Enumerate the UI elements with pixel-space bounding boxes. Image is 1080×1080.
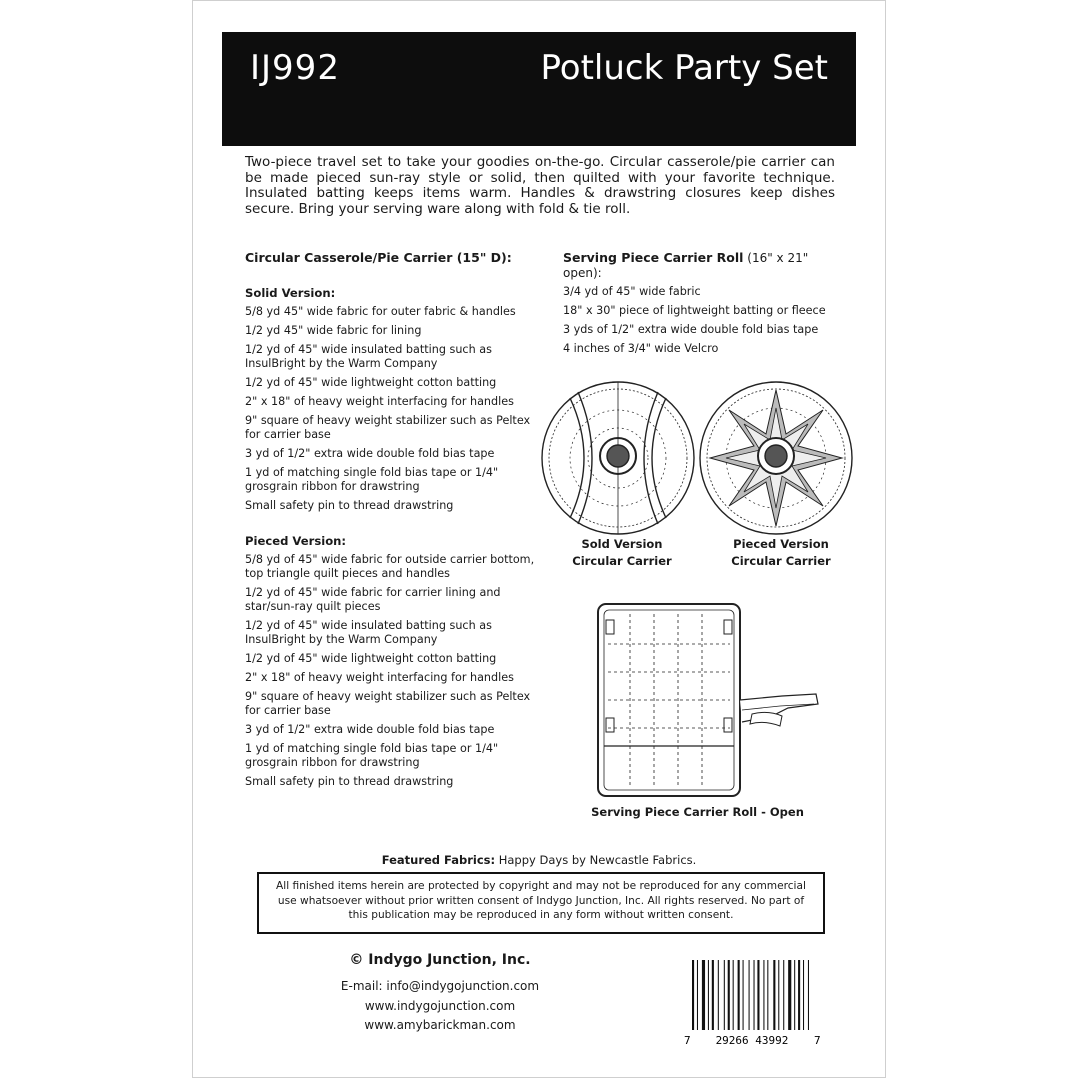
roll-title-size: (16" x 21" open): (563, 251, 809, 280)
pieced-caption-line2: Circular Carrier (731, 554, 831, 568)
barcode-bar (803, 960, 804, 1030)
featured-label: Featured Fabrics: (381, 853, 496, 867)
pattern-title: Potluck Party Set (540, 48, 828, 88)
roll-title-bold: Serving Piece Carrier Roll (563, 250, 744, 265)
roll-title (563, 250, 843, 281)
pieced-version-heading: Pieced Version: (245, 534, 347, 548)
barcode-digit-right: 7 (814, 1034, 821, 1047)
supply-list-item: 5/8 yd 45" wide fabric for outer fabric & handles (245, 305, 516, 318)
supplies-left-column (245, 250, 535, 794)
supply-list-item: 3 yd of 1/2" extra wide double fold bias tape (245, 447, 495, 460)
solid-carrier-caption (547, 536, 697, 570)
supply-list-item: 1/2 yd of 45" wide fabric for carrier lining and star/sun-ray quilt pieces (245, 586, 501, 613)
contact-info (320, 977, 560, 1036)
barcode-bar (692, 960, 694, 1030)
supply-list-item: 1/2 yd of 45" wide insulated batting such as InsulBright by the Warm Company (245, 343, 492, 370)
barcode-bar (749, 960, 750, 1030)
barcode-bar (712, 960, 714, 1030)
barcode-bar (798, 960, 800, 1030)
solid-caption-line1: Sold Version (581, 537, 663, 551)
barcode-bar (808, 960, 809, 1030)
barcode-bar (724, 960, 725, 1030)
barcode-bar (763, 960, 764, 1030)
barcode-bar (743, 960, 744, 1030)
carrier-roll-illustration (592, 600, 832, 800)
barcode-bar (757, 960, 759, 1030)
barcode-bar (778, 960, 779, 1030)
solid-caption-line2: Circular Carrier (572, 554, 672, 568)
pieced-carrier-illustration (700, 382, 852, 534)
contact-email: E-mail: info@indygojunction.com (340, 979, 540, 993)
company-name: © Indygo Junction, Inc. (349, 952, 531, 968)
supply-list-item: 18" x 30" piece of lightweight batting or fleece (563, 304, 826, 317)
pattern-code: IJ992 (250, 48, 340, 88)
roll-supply-list (563, 285, 843, 356)
barcode-bar (702, 960, 705, 1030)
supply-list-item: 9" square of heavy weight stabilizer such as Peltex for carrier base (245, 414, 531, 441)
solid-supply-list (245, 305, 535, 513)
pieced-supply-list (245, 553, 535, 789)
upc-barcode (682, 958, 822, 1048)
casserole-carrier-title: Circular Casserole/Pie Carrier (15" D): (245, 250, 512, 265)
supply-list-item: 1/2 yd of 45" wide lightweight cotton batting (245, 652, 497, 665)
featured-value: Happy Days by Newcastle Fabrics. (495, 853, 697, 867)
supply-list-item: 3 yd of 1/2" extra wide double fold bias tape (245, 723, 495, 736)
circular-carrier-illustrations (540, 378, 860, 538)
barcode-bar (794, 960, 795, 1030)
barcode-bar (788, 960, 791, 1030)
barcode-bars (692, 960, 809, 1030)
supplies-right-column (563, 250, 843, 361)
contact-website-2: www.amybarickman.com (364, 1018, 516, 1032)
supply-list-item: 3/4 yd of 45" wide fabric (563, 285, 701, 298)
supply-list-item: 9" square of heavy weight stabilizer such as Peltex for carrier base (245, 690, 531, 717)
pieced-caption-line1: Pieced Version (733, 537, 829, 551)
barcode-digit-left: 7 (684, 1034, 691, 1047)
supply-list-item: 2" x 18" of heavy weight interfacing for handles (245, 671, 514, 684)
supply-list-item: 2" x 18" of heavy weight interfacing for handles (245, 395, 514, 408)
contact-website-1: www.indygojunction.com (364, 998, 516, 1013)
copyright-notice: All finished items herein are protected by copyright and may not be reproduced for any commercial use whatsoever without prior written consent of Indygo Junction, Inc. All rights reserved. No part of this publication may be reproduced in any form without written consent. (257, 872, 825, 934)
barcode-bar (783, 960, 784, 1030)
supply-list-item: 3 yds of 1/2" extra wide double fold bias tape (563, 323, 819, 336)
intro-description: Two-piece travel set to take your goodies on-the-go. Circular casserole/pie carrier can be made pieced sun-ray style or solid, then quilted with your favorite technique. Insulated batting keeps items warm. Handles & drawstring closures keep dishes secure. Bring your serving ware along with fold & tie roll. (245, 154, 835, 217)
pieced-carrier-caption (706, 536, 856, 570)
supply-list-item: 1/2 yd of 45" wide lightweight cotton batting (245, 376, 497, 389)
solid-version-heading: Solid Version: (245, 286, 336, 300)
supply-list-item: 5/8 yd of 45" wide fabric for outside carrier bottom, top triangle quilt pieces and handles (245, 553, 535, 580)
barcode-bar (738, 960, 740, 1030)
roll-caption: Serving Piece Carrier Roll - Open (591, 805, 804, 819)
supply-list-item: 1/2 yd 45" wide fabric for lining (245, 324, 422, 337)
barcode-bar (773, 960, 775, 1030)
supply-list-item: Small safety pin to thread drawstring (245, 499, 454, 512)
barcode-bar (728, 960, 730, 1030)
supply-list-item: 1 yd of matching single fold bias tape or 1/4" grosgrain ribbon for drawstring (245, 742, 499, 769)
barcode-digits: 29266 43992 (715, 1034, 789, 1047)
barcode-bar (718, 960, 719, 1030)
barcode-bar (697, 960, 698, 1030)
supply-list-item: 1 yd of matching single fold bias tape or 1/4" grosgrain ribbon for drawstring (245, 466, 499, 493)
supply-list-item: 1/2 yd of 45" wide insulated batting such as InsulBright by the Warm Company (245, 619, 492, 646)
barcode-bar (708, 960, 709, 1030)
supply-list-item: Small safety pin to thread drawstring (245, 775, 454, 788)
solid-carrier-illustration (542, 382, 694, 534)
header-bar (222, 32, 856, 146)
featured-fabrics (222, 853, 856, 867)
barcode-bar (754, 960, 755, 1030)
barcode-bar (767, 960, 768, 1030)
barcode-bar (733, 960, 734, 1030)
supply-list-item: 4 inches of 3/4" wide Velcro (563, 342, 719, 355)
